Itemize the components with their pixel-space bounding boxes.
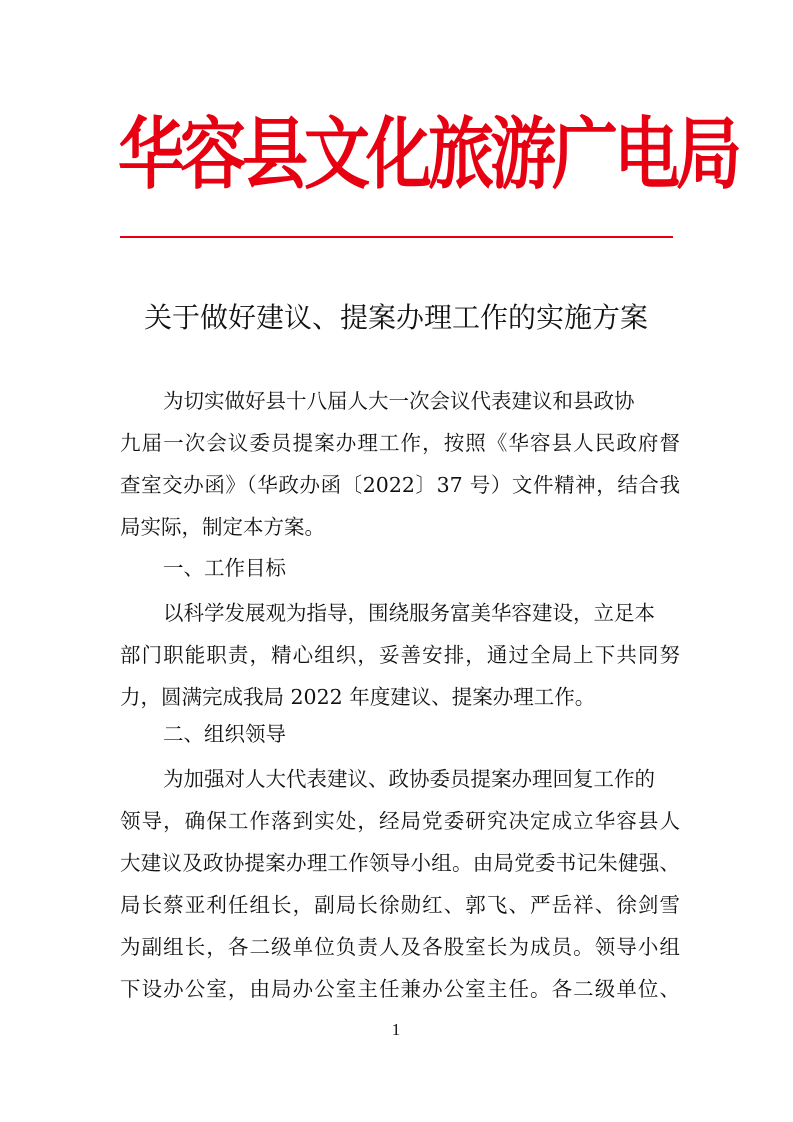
paragraph-line: 为加强对人大代表建议、政协委员提案办理回复工作的 xyxy=(163,767,655,791)
goals-paragraph xyxy=(120,592,680,718)
paragraph-line: 九届一次会议委员提案办理工作，按照《华容县人民政府督 xyxy=(120,431,680,455)
organization-paragraph xyxy=(120,758,680,1010)
paragraph-line: 部门职能职责，精心组织，妥善安排，通过全局上下共同努 xyxy=(120,643,680,667)
paragraph-line: 大建议及政协提案办理工作领导小组。由局党委书记朱健强、 xyxy=(120,851,680,875)
section-heading-goals: 一、工作目标 xyxy=(163,556,286,580)
paragraph-line: 以科学发展观为指导，围绕服务富美华容建设，立足本 xyxy=(163,601,655,625)
document-title: 关于做好建议、提案办理工作的实施方案 xyxy=(143,301,648,334)
paragraph-line: 领导，确保工作落到实处，经局党委研究决定成立华容县人 xyxy=(120,809,680,833)
red-divider-rule xyxy=(120,236,673,238)
paragraph-line: 查室交办函》（华政办函〔2022〕37 号）文件精神，结合我 xyxy=(120,473,680,497)
section-heading-organization: 二、组织领导 xyxy=(163,722,286,746)
paragraph-line: 局实际，制定本方案。 xyxy=(120,515,325,539)
page-number: 1 xyxy=(391,1020,401,1039)
masthead-title: 华容县文化旅游广电局 xyxy=(118,108,738,200)
paragraph-line: 局长蔡亚利任组长，副局长徐勋红、郭飞、严岳祥、徐剑雪 xyxy=(120,893,680,917)
paragraph-line: 为副组长，各二级单位负责人及各股室长为成员。领导小组 xyxy=(120,935,680,959)
paragraph-line: 为切实做好县十八届人大一次会议代表建议和县政协 xyxy=(163,389,635,413)
paragraph-line: 力，圆满完成我局 2022 年度建议、提案办理工作。 xyxy=(120,685,596,709)
paragraph-line: 下设办公室，由局办公室主任兼办公室主任。各二级单位、 xyxy=(120,977,680,1001)
intro-paragraph xyxy=(120,380,680,548)
